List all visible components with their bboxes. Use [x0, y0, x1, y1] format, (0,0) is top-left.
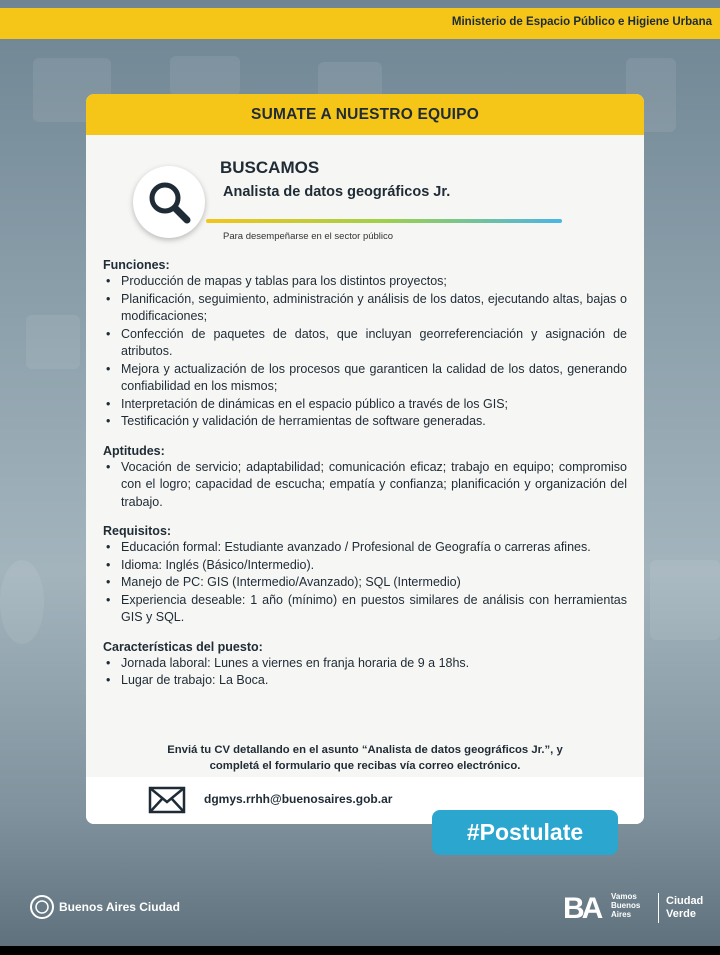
background-grid-icon [26, 315, 80, 369]
apply-instructions [86, 742, 644, 774]
list-item: • Vocación de servicio; adaptabilidad; comunicación eficaz; trabajo en equipo; compromiso con el logro; capacidad de escucha; empatía y confianza; planificación y organización del trabajo. [103, 459, 627, 512]
section-title-caracteristicas: Características del puesto: [103, 639, 263, 654]
section-title-requisitos: Requisitos: [103, 524, 172, 538]
list-item: • Confección de paquetes de datos, que incluyan georreferenciación y asignación de atributos. [103, 326, 627, 361]
ciudad-verde-text [666, 895, 703, 921]
sector-note: Para desempeñarse en el sector público [223, 231, 394, 242]
section-title-funciones: Funciones: [103, 258, 170, 272]
top-bar [0, 8, 720, 39]
ministry-name: Ministerio de Espacio Público e Higiene Urbana [451, 16, 712, 28]
list-item: • Idioma: Inglés (Básico/Intermedio). [103, 557, 627, 575]
envelope-icon [148, 786, 186, 814]
list-item: • Testificación y validación de herramientas de software generadas. [103, 413, 627, 431]
job-details [103, 257, 627, 702]
list-item: • Interpretación de dinámicas en el espacio público a través de los GIS; [103, 396, 627, 414]
vamos-line: Buenos [611, 901, 641, 910]
list-item: • Producción de mapas y tablas para los distintos proyectos; [103, 273, 627, 291]
search-icon [145, 178, 193, 226]
city-seal-icon [30, 894, 54, 920]
job-card [86, 94, 644, 824]
funciones-list [103, 273, 627, 431]
ciudad-verde-logo [563, 890, 713, 926]
buenos-aires-ciudad-logo: Buenos Aires Ciudad [59, 900, 180, 914]
card-header [86, 94, 644, 135]
gradient-divider [206, 219, 562, 223]
buscamos-heading: BUSCAMOS [220, 158, 320, 177]
caracteristicas-list [103, 655, 627, 690]
list-item: • Planificación, seguimiento, administración y análisis de los datos, ejecutando altas, bajas o modificaciones; [103, 291, 627, 326]
vamos-line: Aires [611, 910, 632, 919]
list-item: • Mejora y actualización de los procesos que garanticen la calidad de los datos, generando confiabilidad en los mismos; [103, 361, 627, 396]
aptitudes-list [103, 459, 627, 512]
vamos-buenos-aires-text [611, 892, 640, 919]
list-item: • Experiencia deseable: 1 año (mínimo) en puestos similares de análisis con herramientas GIS y SQL. [103, 592, 627, 627]
background-ticket-icon [170, 56, 240, 96]
logo-divider [658, 893, 659, 923]
search-badge [133, 166, 205, 238]
list-item: • Jornada laboral: Lunes a viernes en franja horaria de 9 a 18hs. [103, 655, 627, 673]
apply-instructions-line1: Enviá tu CV detallando en el asunto “Analista de datos geográficos Jr.”, y [167, 744, 563, 756]
ciudad-verde-line: Ciudad [666, 895, 704, 907]
email-link[interactable]: dgmys.rrhh@buenosaires.gob.ar [204, 792, 393, 806]
section-title-aptitudes: Aptitudes: [103, 443, 165, 458]
role-title: Analista de datos geográficos Jr. [223, 184, 451, 200]
list-item: • Lugar de trabajo: La Boca. [103, 672, 627, 690]
postulate-button[interactable]: #Postulate [432, 810, 618, 855]
background-seal-icon [0, 560, 44, 644]
card-title: SUMATE A NUESTRO EQUIPO [251, 106, 479, 123]
list-item: • Educación formal: Estudiante avanzado / Profesional de Geografía o carreras afines. [103, 539, 627, 557]
bottom-edge [0, 946, 720, 955]
requisitos-list [103, 539, 627, 627]
list-item: • Manejo de PC: GIS (Intermedio/Avanzado); SQL (Intermedio) [103, 574, 627, 592]
background-building-icon [650, 560, 720, 640]
ba-logo-mark: BA [563, 892, 601, 925]
apply-instructions-line2: completá el formulario que recibas vía correo electrónico. [209, 760, 521, 772]
ciudad-verde-line: Verde [666, 908, 696, 920]
vamos-line: Vamos [611, 892, 637, 901]
